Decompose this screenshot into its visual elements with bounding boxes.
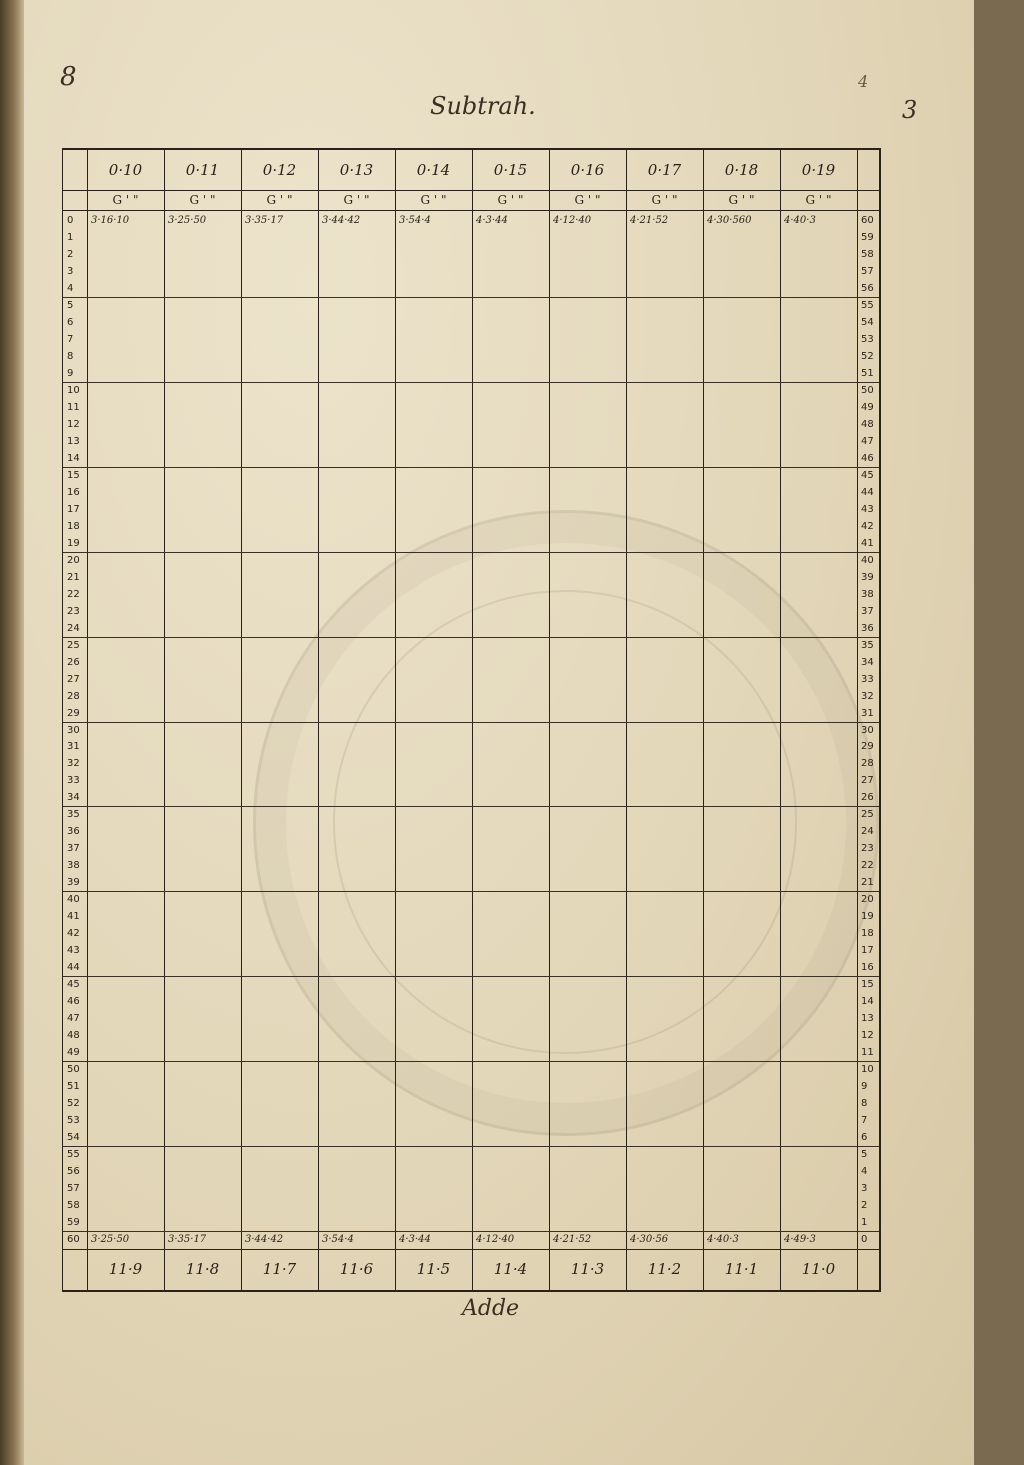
row-number-right: 22 <box>861 860 874 872</box>
row-number-left: 51 <box>67 1081 80 1093</box>
table-cell-last-row: 4·40·3 <box>707 1234 739 1246</box>
group-divider <box>63 637 879 638</box>
column-unit-header: G ' " <box>728 193 755 207</box>
column-divider <box>164 150 165 1290</box>
column-divider <box>318 150 319 1290</box>
row-number-left: 43 <box>67 945 80 957</box>
row-number-left: 49 <box>67 1047 80 1059</box>
row-number-right: 48 <box>861 418 874 430</box>
row-number-left: 7 <box>67 333 74 345</box>
row-number-right: 34 <box>861 656 874 668</box>
row-number-left: 15 <box>67 469 80 481</box>
column-header-top: 0·10 <box>108 161 143 179</box>
row-number-right: 15 <box>861 979 874 991</box>
column-divider <box>549 150 550 1290</box>
column-header-top: 0·19 <box>801 161 836 179</box>
row-number-right: 1 <box>861 1217 868 1229</box>
group-divider <box>63 891 879 892</box>
column-header-bottom: 11·6 <box>339 1260 374 1278</box>
column-header-bottom: 11·2 <box>647 1260 682 1278</box>
table-cell-first-row: 4·30·560 <box>707 215 752 226</box>
column-divider <box>703 150 704 1290</box>
column-header-bottom: 11·7 <box>262 1260 297 1278</box>
row-number-left: 30 <box>67 724 80 736</box>
row-number-right: 60 <box>861 215 874 226</box>
row-number-left: 10 <box>67 384 80 396</box>
row-number-right: 13 <box>861 1013 874 1025</box>
row-number-right: 37 <box>861 605 874 617</box>
row-number-right: 29 <box>861 741 874 753</box>
row-number-left: 23 <box>67 605 80 617</box>
group-divider <box>63 382 879 383</box>
table-cell-first-row: 4·40·3 <box>784 215 816 226</box>
column-unit-header: G ' " <box>343 193 370 207</box>
row-number-right: 58 <box>861 248 874 260</box>
row-number-left: 40 <box>67 894 80 906</box>
table-cell-first-row: 3·54·4 <box>399 215 431 226</box>
row-number-right: 19 <box>861 911 874 923</box>
column-divider <box>395 150 396 1290</box>
row-number-left: 6 <box>67 316 74 328</box>
group-divider <box>63 467 879 468</box>
row-number-left: 42 <box>67 928 80 940</box>
row-number-right: 46 <box>861 452 874 464</box>
row-number-left: 11 <box>67 401 80 413</box>
table-cell-last-row: 4·21·52 <box>553 1234 592 1246</box>
column-header-top: 0·11 <box>185 161 220 179</box>
column-header-top: 0·13 <box>339 161 374 179</box>
row-number-left: 4 <box>67 282 74 294</box>
row-number-left: 25 <box>67 639 80 651</box>
library-stamp-inner-ring <box>333 590 797 1054</box>
row-number-left: 31 <box>67 741 80 753</box>
row-number-left: 57 <box>67 1183 80 1195</box>
row-number-left: 18 <box>67 520 80 532</box>
group-divider <box>63 1146 879 1147</box>
group-divider <box>63 1231 879 1232</box>
row-number-left: 13 <box>67 435 80 447</box>
footer-word: Adde <box>462 1296 520 1321</box>
row-number-left: 3 <box>67 265 74 277</box>
column-header-top: 0·12 <box>262 161 297 179</box>
row-number-right: 25 <box>861 809 874 821</box>
book-spine <box>0 0 24 1465</box>
column-unit-header: G ' " <box>112 193 139 207</box>
row-number-right: 3 <box>861 1183 868 1195</box>
column-unit-header: G ' " <box>266 193 293 207</box>
column-header-top: 0·15 <box>493 161 528 179</box>
row-number-left: 2 <box>67 248 74 260</box>
table-cell-first-row: 3·44·42 <box>322 215 361 226</box>
row-number-left: 20 <box>67 554 80 566</box>
row-number-right: 49 <box>861 401 874 413</box>
row-number-right: 55 <box>861 299 874 311</box>
row-number-left: 24 <box>67 622 80 634</box>
row-number-left: 34 <box>67 792 80 804</box>
row-number-left: 9 <box>67 367 74 379</box>
table-cell-last-row: 3·35·17 <box>168 1234 207 1246</box>
row-number-right: 21 <box>861 877 874 889</box>
row-number-right: 35 <box>861 639 874 651</box>
column-header-top: 0·18 <box>724 161 759 179</box>
row-number-left: 47 <box>67 1013 80 1025</box>
column-header-bottom: 11·0 <box>801 1260 836 1278</box>
row-number-right: 54 <box>861 316 874 328</box>
header-word: Subtrah. <box>430 92 536 120</box>
row-number-left: 36 <box>67 826 80 838</box>
row-number-right: 53 <box>861 333 874 345</box>
row-number-right: 2 <box>861 1200 868 1212</box>
column-header-bottom: 11·5 <box>416 1260 451 1278</box>
row-number-right: 30 <box>861 724 874 736</box>
row-number-right: 41 <box>861 537 874 549</box>
group-divider <box>63 806 879 807</box>
group-divider <box>63 552 879 553</box>
column-unit-header: G ' " <box>574 193 601 207</box>
column-header-top: 0·14 <box>416 161 451 179</box>
row-number-right: 33 <box>861 673 874 685</box>
row-number-left: 0 <box>67 215 74 226</box>
row-number-right: 23 <box>861 843 874 855</box>
column-header-bottom: 11·8 <box>185 1260 220 1278</box>
row-number-right: 27 <box>861 775 874 787</box>
row-number-right: 56 <box>861 282 874 294</box>
row-number-left: 41 <box>67 911 80 923</box>
row-number-left: 56 <box>67 1166 80 1178</box>
table-cell-last-row: 4·49·3 <box>784 1234 816 1246</box>
row-number-left: 29 <box>67 707 80 719</box>
row-number-right: 44 <box>861 486 874 498</box>
table-cell-last-row: 3·25·50 <box>91 1234 130 1246</box>
row-number-left: 26 <box>67 656 80 668</box>
group-divider <box>63 722 879 723</box>
row-number-right: 20 <box>861 894 874 906</box>
row-number-left: 1 <box>67 231 74 243</box>
row-number-left: 32 <box>67 758 80 770</box>
corner-folio-right-small: 4 <box>858 72 869 91</box>
row-number-left: 58 <box>67 1200 80 1212</box>
row-number-left: 16 <box>67 486 80 498</box>
corner-folio-right: 3 <box>902 96 918 124</box>
row-number-right: 57 <box>861 265 874 277</box>
astronomical-table <box>62 148 881 1292</box>
row-number-right: 14 <box>861 996 874 1008</box>
row-number-right: 50 <box>861 384 874 396</box>
row-number-left: 54 <box>67 1132 80 1144</box>
row-number-right: 0 <box>861 1234 868 1246</box>
row-number-left: 50 <box>67 1064 80 1076</box>
row-number-left: 38 <box>67 860 80 872</box>
column-unit-header: G ' " <box>189 193 216 207</box>
row-number-left: 39 <box>67 877 80 889</box>
row-number-right: 36 <box>861 622 874 634</box>
group-divider <box>63 297 879 298</box>
table-cell-first-row: 3·25·50 <box>168 215 207 226</box>
column-unit-header: G ' " <box>651 193 678 207</box>
row-number-left: 44 <box>67 962 80 974</box>
column-header-bottom: 11·1 <box>724 1260 759 1278</box>
row-number-left: 17 <box>67 503 80 515</box>
table-cell-last-row: 4·12·40 <box>476 1234 515 1246</box>
row-number-right: 10 <box>861 1064 874 1076</box>
table-cell-first-row: 3·16·10 <box>91 215 130 226</box>
row-number-left: 28 <box>67 690 80 702</box>
row-number-left: 37 <box>67 843 80 855</box>
table-cell-first-row: 4·21·52 <box>630 215 669 226</box>
row-number-left: 14 <box>67 452 80 464</box>
column-unit-header: G ' " <box>805 193 832 207</box>
row-number-right: 9 <box>861 1081 868 1093</box>
column-divider <box>472 150 473 1290</box>
row-number-right: 17 <box>861 945 874 957</box>
group-divider <box>63 1061 879 1062</box>
row-number-right: 16 <box>861 962 874 974</box>
row-number-left: 53 <box>67 1115 80 1127</box>
column-header-bottom: 11·4 <box>493 1260 528 1278</box>
row-number-right: 31 <box>861 707 874 719</box>
page-edge <box>974 0 1024 1465</box>
row-number-right: 28 <box>861 758 874 770</box>
row-number-left: 59 <box>67 1217 80 1229</box>
row-number-right: 32 <box>861 690 874 702</box>
row-number-right: 24 <box>861 826 874 838</box>
row-number-right: 4 <box>861 1166 868 1178</box>
row-number-left: 55 <box>67 1149 80 1161</box>
row-number-right: 38 <box>861 588 874 600</box>
row-number-left: 60 <box>67 1234 80 1246</box>
column-divider <box>626 150 627 1290</box>
table-cell-first-row: 4·12·40 <box>553 215 592 226</box>
table-cell-first-row: 4·3·44 <box>476 215 508 226</box>
row-number-left: 33 <box>67 775 80 787</box>
column-divider <box>857 150 858 1290</box>
row-number-right: 11 <box>861 1047 874 1059</box>
row-number-right: 47 <box>861 435 874 447</box>
row-number-right: 26 <box>861 792 874 804</box>
row-number-right: 6 <box>861 1132 868 1144</box>
row-number-left: 22 <box>67 588 80 600</box>
row-number-right: 45 <box>861 469 874 481</box>
row-number-left: 27 <box>67 673 80 685</box>
group-divider <box>63 976 879 977</box>
row-number-left: 5 <box>67 299 74 311</box>
row-number-right: 7 <box>861 1115 868 1127</box>
row-number-right: 5 <box>861 1149 868 1161</box>
row-number-left: 35 <box>67 809 80 821</box>
column-unit-header: G ' " <box>420 193 447 207</box>
row-number-right: 59 <box>861 231 874 243</box>
table-cell-last-row: 4·30·56 <box>630 1234 669 1246</box>
column-header-bottom: 11·9 <box>108 1260 143 1278</box>
row-number-left: 48 <box>67 1030 80 1042</box>
row-number-left: 45 <box>67 979 80 991</box>
row-number-right: 12 <box>861 1030 874 1042</box>
corner-folio-left: 8 <box>60 62 77 92</box>
row-number-left: 46 <box>67 996 80 1008</box>
row-number-right: 18 <box>861 928 874 940</box>
row-number-left: 19 <box>67 537 80 549</box>
row-number-left: 52 <box>67 1098 80 1110</box>
row-number-right: 43 <box>861 503 874 515</box>
row-number-right: 52 <box>861 350 874 362</box>
column-divider <box>780 150 781 1290</box>
table-cell-first-row: 3·35·17 <box>245 215 284 226</box>
row-number-right: 51 <box>861 367 874 379</box>
table-cell-last-row: 3·44·42 <box>245 1234 284 1246</box>
row-number-right: 8 <box>861 1098 868 1110</box>
table-cell-last-row: 3·54·4 <box>322 1234 354 1246</box>
column-header-bottom: 11·3 <box>570 1260 605 1278</box>
row-number-right: 42 <box>861 520 874 532</box>
table-cell-last-row: 4·3·44 <box>399 1234 431 1246</box>
column-header-top: 0·17 <box>647 161 682 179</box>
row-number-left: 21 <box>67 571 80 583</box>
column-divider <box>241 150 242 1290</box>
column-header-top: 0·16 <box>570 161 605 179</box>
row-number-right: 40 <box>861 554 874 566</box>
row-number-left: 12 <box>67 418 80 430</box>
column-unit-header: G ' " <box>497 193 524 207</box>
row-number-right: 39 <box>861 571 874 583</box>
column-divider <box>87 150 88 1290</box>
row-number-left: 8 <box>67 350 74 362</box>
